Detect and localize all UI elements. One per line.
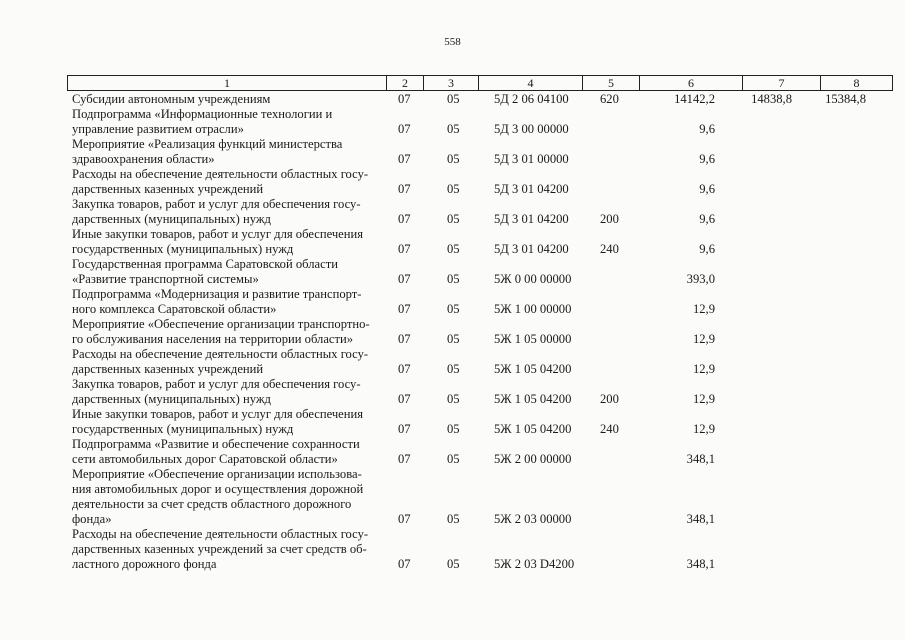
row-target-code: 5Д 3 01 04200	[494, 242, 569, 256]
row-amount-1: 9,6	[699, 212, 715, 226]
row-target-code: 5Ж 0 00 00000	[494, 272, 572, 286]
column-header-7: 7	[743, 76, 821, 91]
row-expense-type: 240	[600, 422, 619, 436]
row-amount-1: 9,6	[699, 122, 715, 136]
row-section: 07	[398, 272, 411, 286]
column-header-3: 3	[424, 76, 479, 91]
row-target-code: 5Ж 2 00 00000	[494, 452, 572, 466]
row-section: 07	[398, 92, 411, 106]
row-section: 07	[398, 452, 411, 466]
column-header-table	[67, 75, 893, 91]
row-amount-3: 15384,8	[825, 92, 866, 106]
row-expense-type: 200	[600, 392, 619, 406]
row-description: Мероприятие «Реализация функций министерства здравоохранения области»	[72, 137, 343, 166]
row-description: Расходы на обеспечение деятельности областных госу- дарственных казенных учреждений за счет средств об- ластного дорожного фонда	[72, 527, 369, 571]
row-amount-1: 12,9	[692, 362, 715, 376]
row-section: 07	[398, 332, 411, 346]
table-row	[0, 137, 905, 167]
row-subsection: 05	[447, 212, 460, 226]
row-amount-2: 14838,8	[751, 92, 792, 106]
column-header-8: 8	[821, 76, 893, 91]
row-amount-1: 14142,2	[674, 92, 715, 106]
row-section: 07	[398, 212, 411, 226]
row-section: 07	[398, 302, 411, 316]
row-section: 07	[398, 182, 411, 196]
row-target-code: 5Ж 1 05 04200	[494, 392, 572, 406]
row-description: Подпрограмма «Модернизация и развитие транспорт- ного комплекса Саратовской области»	[72, 287, 362, 316]
row-subsection: 05	[447, 302, 460, 316]
row-amount-1: 12,9	[692, 302, 715, 316]
row-section: 07	[398, 512, 411, 526]
table-row	[0, 467, 905, 527]
row-description: Закупка товаров, работ и услуг для обеспечения госу- дарственных (муниципальных) нужд	[72, 377, 361, 406]
table-row	[0, 347, 905, 377]
row-section: 07	[398, 242, 411, 256]
table-row	[0, 407, 905, 437]
row-amount-1: 12,9	[692, 332, 715, 346]
row-section: 07	[398, 422, 411, 436]
budget-table-body	[0, 92, 905, 572]
row-amount-1: 9,6	[699, 152, 715, 166]
row-amount-1: 12,9	[692, 422, 715, 436]
row-amount-1: 9,6	[699, 182, 715, 196]
row-expense-type: 620	[600, 92, 619, 106]
row-description: Расходы на обеспечение деятельности областных госу- дарственных казенных учреждений	[72, 347, 369, 376]
row-description: Иные закупки товаров, работ и услуг для обеспечения государственных (муниципальных) нужд	[72, 227, 364, 256]
row-description: Субсидии автономным учреждениям	[72, 92, 271, 106]
row-subsection: 05	[447, 332, 460, 346]
row-subsection: 05	[447, 452, 460, 466]
row-subsection: 05	[447, 392, 460, 406]
row-description: Государственная программа Саратовской области «Развитие транспортной системы»	[72, 257, 338, 286]
row-subsection: 05	[447, 122, 460, 136]
column-header-1: 1	[68, 76, 387, 91]
row-section: 07	[398, 362, 411, 376]
row-subsection: 05	[447, 272, 460, 286]
table-row	[0, 107, 905, 137]
row-subsection: 05	[447, 512, 460, 526]
table-row	[0, 92, 905, 107]
row-description: Мероприятие «Обеспечение организации транспортно- го обслуживания населения на территории области»	[72, 317, 370, 346]
row-target-code: 5Ж 1 05 04200	[494, 422, 572, 436]
row-subsection: 05	[447, 242, 460, 256]
row-description: Мероприятие «Обеспечение организации использова- ния автомобильных дорог и осуществления дорожной деятельности за счет средств областного дорожного фонда»	[72, 467, 364, 526]
table-row	[0, 227, 905, 257]
row-expense-type: 200	[600, 212, 619, 226]
table-row	[0, 317, 905, 347]
table-row	[0, 527, 905, 572]
row-target-code: 5Ж 1 05 04200	[494, 362, 572, 376]
row-target-code: 5Д 3 01 00000	[494, 152, 569, 166]
row-description: Закупка товаров, работ и услуг для обеспечения госу- дарственных (муниципальных) нужд	[72, 197, 361, 226]
row-target-code: 5Д 3 01 04200	[494, 212, 569, 226]
row-target-code: 5Ж 2 03 00000	[494, 512, 572, 526]
row-subsection: 05	[447, 557, 460, 571]
table-row	[0, 167, 905, 197]
table-row	[0, 377, 905, 407]
row-amount-1: 348,1	[686, 452, 715, 466]
row-amount-1: 9,6	[699, 242, 715, 256]
row-section: 07	[398, 122, 411, 136]
row-amount-1: 348,1	[686, 557, 715, 571]
row-section: 07	[398, 557, 411, 571]
page-number: 558	[444, 36, 461, 48]
table-row	[0, 197, 905, 227]
row-target-code: 5Д 3 01 04200	[494, 182, 569, 196]
column-header-6: 6	[640, 76, 743, 91]
row-subsection: 05	[447, 152, 460, 166]
row-section: 07	[398, 152, 411, 166]
row-target-code: 5Д 3 00 00000	[494, 122, 569, 136]
row-amount-1: 12,9	[692, 392, 715, 406]
row-description: Подпрограмма «Развитие и обеспечение сохранности сети автомобильных дорог Саратовской области»	[72, 437, 360, 466]
row-target-code: 5Д 2 06 04100	[494, 92, 569, 106]
column-header-row	[68, 76, 893, 91]
row-subsection: 05	[447, 182, 460, 196]
column-header-5: 5	[583, 76, 640, 91]
row-subsection: 05	[447, 362, 460, 376]
row-amount-1: 348,1	[686, 512, 715, 526]
row-description: Подпрограмма «Информационные технологии и управление развитием отрасли»	[72, 107, 333, 136]
table-row	[0, 257, 905, 287]
row-target-code: 5Ж 2 03 D4200	[494, 557, 575, 571]
row-subsection: 05	[447, 92, 460, 106]
row-subsection: 05	[447, 422, 460, 436]
row-target-code: 5Ж 1 00 00000	[494, 302, 572, 316]
row-description: Иные закупки товаров, работ и услуг для обеспечения государственных (муниципальных) нужд	[72, 407, 364, 436]
row-amount-1: 393,0	[686, 272, 715, 286]
row-expense-type: 240	[600, 242, 619, 256]
row-description: Расходы на обеспечение деятельности областных госу- дарственных казенных учреждений	[72, 167, 369, 196]
table-row	[0, 437, 905, 467]
row-target-code: 5Ж 1 05 00000	[494, 332, 572, 346]
row-section: 07	[398, 392, 411, 406]
column-header-2: 2	[387, 76, 424, 91]
table-row	[0, 287, 905, 317]
column-header-4: 4	[479, 76, 583, 91]
